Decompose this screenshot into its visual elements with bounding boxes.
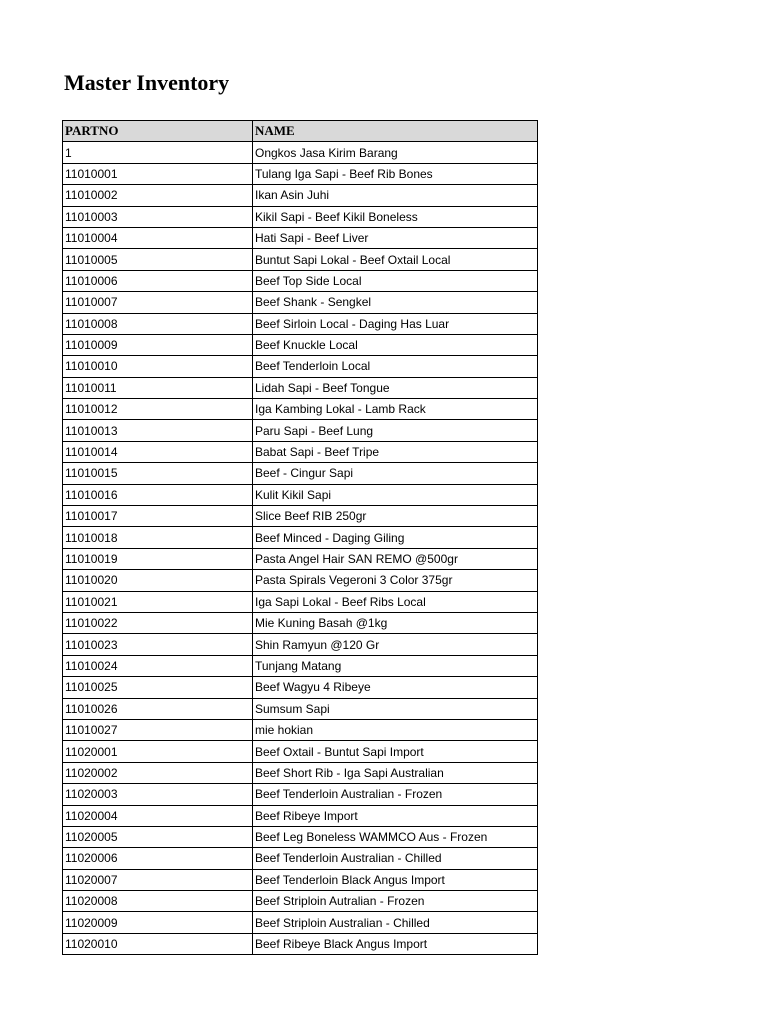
table-row bbox=[63, 762, 538, 783]
partno-cell: 11010017 bbox=[63, 506, 253, 527]
table-row bbox=[63, 698, 538, 719]
partno-cell: 11010025 bbox=[63, 677, 253, 698]
table-row bbox=[63, 227, 538, 248]
table-row bbox=[63, 719, 538, 740]
partno-cell: 11020010 bbox=[63, 933, 253, 954]
partno-cell: 11020001 bbox=[63, 741, 253, 762]
page-title: Master Inventory bbox=[64, 70, 230, 95]
name-cell: Kulit Kikil Sapi bbox=[253, 484, 538, 505]
partno-cell: 11020009 bbox=[63, 912, 253, 933]
table-row bbox=[63, 826, 538, 847]
table-row bbox=[63, 270, 538, 291]
inventory-table bbox=[62, 120, 538, 955]
name-cell: Beef - Cingur Sapi bbox=[253, 463, 538, 484]
name-cell: Beef Oxtail - Buntut Sapi Import bbox=[253, 741, 538, 762]
table-row bbox=[63, 356, 538, 377]
column-header-partno: PARTNO bbox=[63, 121, 253, 142]
table-row bbox=[63, 655, 538, 676]
table-row bbox=[63, 869, 538, 890]
name-cell: Kikil Sapi - Beef Kikil Boneless bbox=[253, 206, 538, 227]
name-cell: Hati Sapi - Beef Liver bbox=[253, 227, 538, 248]
name-cell: Beef Tenderloin Black Angus Import bbox=[253, 869, 538, 890]
partno-cell: 11010024 bbox=[63, 655, 253, 676]
name-cell: Tunjang Matang bbox=[253, 655, 538, 676]
table-row bbox=[63, 933, 538, 954]
table-row bbox=[63, 591, 538, 612]
table-row bbox=[63, 249, 538, 270]
partno-cell: 11020002 bbox=[63, 762, 253, 783]
name-cell: Beef Leg Boneless WAMMCO Aus - Frozen bbox=[253, 826, 538, 847]
table-row bbox=[63, 206, 538, 227]
name-cell: Iga Kambing Lokal - Lamb Rack bbox=[253, 399, 538, 420]
name-cell: Ongkos Jasa Kirim Barang bbox=[253, 142, 538, 163]
table-row bbox=[63, 313, 538, 334]
table-header-row bbox=[63, 121, 538, 142]
name-cell: Mie Kuning Basah @1kg bbox=[253, 612, 538, 633]
partno-cell: 11010021 bbox=[63, 591, 253, 612]
table-row bbox=[63, 292, 538, 313]
partno-cell: 11010010 bbox=[63, 356, 253, 377]
name-cell: Slice Beef RIB 250gr bbox=[253, 506, 538, 527]
column-header-name: NAME bbox=[253, 121, 538, 142]
table-row bbox=[63, 399, 538, 420]
table-row bbox=[63, 334, 538, 355]
name-cell: Beef Wagyu 4 Ribeye bbox=[253, 677, 538, 698]
table-row bbox=[63, 784, 538, 805]
table-row bbox=[63, 484, 538, 505]
partno-cell: 11010027 bbox=[63, 719, 253, 740]
table-row bbox=[63, 377, 538, 398]
partno-cell: 11010013 bbox=[63, 420, 253, 441]
name-cell: Tulang Iga Sapi - Beef Rib Bones bbox=[253, 163, 538, 184]
name-cell: Beef Sirloin Local - Daging Has Luar bbox=[253, 313, 538, 334]
table-row bbox=[63, 142, 538, 163]
partno-cell: 1 bbox=[63, 142, 253, 163]
name-cell: Beef Ribeye Import bbox=[253, 805, 538, 826]
name-cell: Beef Top Side Local bbox=[253, 270, 538, 291]
table-row bbox=[63, 612, 538, 633]
table-body bbox=[63, 142, 538, 955]
partno-cell: 11020005 bbox=[63, 826, 253, 847]
partno-cell: 11010022 bbox=[63, 612, 253, 633]
partno-cell: 11010026 bbox=[63, 698, 253, 719]
name-cell: Beef Tenderloin Australian - Frozen bbox=[253, 784, 538, 805]
partno-cell: 11020007 bbox=[63, 869, 253, 890]
name-cell: Ikan Asin Juhi bbox=[253, 185, 538, 206]
table-row bbox=[63, 891, 538, 912]
name-cell: Beef Minced - Daging Giling bbox=[253, 527, 538, 548]
name-cell: Beef Tenderloin Local bbox=[253, 356, 538, 377]
table-row bbox=[63, 805, 538, 826]
partno-cell: 11010002 bbox=[63, 185, 253, 206]
table-row bbox=[63, 570, 538, 591]
partno-cell: 11010012 bbox=[63, 399, 253, 420]
name-cell: Paru Sapi - Beef Lung bbox=[253, 420, 538, 441]
partno-cell: 11010007 bbox=[63, 292, 253, 313]
name-cell: mie hokian bbox=[253, 719, 538, 740]
partno-cell: 11010015 bbox=[63, 463, 253, 484]
partno-cell: 11010020 bbox=[63, 570, 253, 591]
name-cell: Pasta Angel Hair SAN REMO @500gr bbox=[253, 548, 538, 569]
name-cell: Iga Sapi Lokal - Beef Ribs Local bbox=[253, 591, 538, 612]
name-cell: Beef Short Rib - Iga Sapi Australian bbox=[253, 762, 538, 783]
name-cell: Babat Sapi - Beef Tripe bbox=[253, 441, 538, 462]
name-cell: Buntut Sapi Lokal - Beef Oxtail Local bbox=[253, 249, 538, 270]
partno-cell: 11020003 bbox=[63, 784, 253, 805]
partno-cell: 11010023 bbox=[63, 634, 253, 655]
partno-cell: 11010011 bbox=[63, 377, 253, 398]
table-row bbox=[63, 506, 538, 527]
name-cell: Beef Knuckle Local bbox=[253, 334, 538, 355]
partno-cell: 11010005 bbox=[63, 249, 253, 270]
table-row bbox=[63, 912, 538, 933]
partno-cell: 11020008 bbox=[63, 891, 253, 912]
table-row bbox=[63, 677, 538, 698]
partno-cell: 11020006 bbox=[63, 848, 253, 869]
table-row bbox=[63, 441, 538, 462]
partno-cell: 11010014 bbox=[63, 441, 253, 462]
name-cell: Shin Ramyun @120 Gr bbox=[253, 634, 538, 655]
name-cell: Beef Striploin Autralian - Frozen bbox=[253, 891, 538, 912]
name-cell: Pasta Spirals Vegeroni 3 Color 375gr bbox=[253, 570, 538, 591]
table-row bbox=[63, 741, 538, 762]
table-row bbox=[63, 634, 538, 655]
partno-cell: 11020004 bbox=[63, 805, 253, 826]
partno-cell: 11010003 bbox=[63, 206, 253, 227]
table-row bbox=[63, 527, 538, 548]
partno-cell: 11010019 bbox=[63, 548, 253, 569]
partno-cell: 11010001 bbox=[63, 163, 253, 184]
partno-cell: 11010009 bbox=[63, 334, 253, 355]
name-cell: Beef Shank - Sengkel bbox=[253, 292, 538, 313]
table-row bbox=[63, 163, 538, 184]
table-row bbox=[63, 463, 538, 484]
name-cell: Beef Tenderloin Australian - Chilled bbox=[253, 848, 538, 869]
name-cell: Beef Ribeye Black Angus Import bbox=[253, 933, 538, 954]
table-row bbox=[63, 848, 538, 869]
name-cell: Sumsum Sapi bbox=[253, 698, 538, 719]
partno-cell: 11010018 bbox=[63, 527, 253, 548]
partno-cell: 11010008 bbox=[63, 313, 253, 334]
table-row bbox=[63, 420, 538, 441]
partno-cell: 11010006 bbox=[63, 270, 253, 291]
partno-cell: 11010004 bbox=[63, 227, 253, 248]
name-cell: Beef Striploin Australian - Chilled bbox=[253, 912, 538, 933]
table-row bbox=[63, 185, 538, 206]
partno-cell: 11010016 bbox=[63, 484, 253, 505]
table-row bbox=[63, 548, 538, 569]
name-cell: Lidah Sapi - Beef Tongue bbox=[253, 377, 538, 398]
